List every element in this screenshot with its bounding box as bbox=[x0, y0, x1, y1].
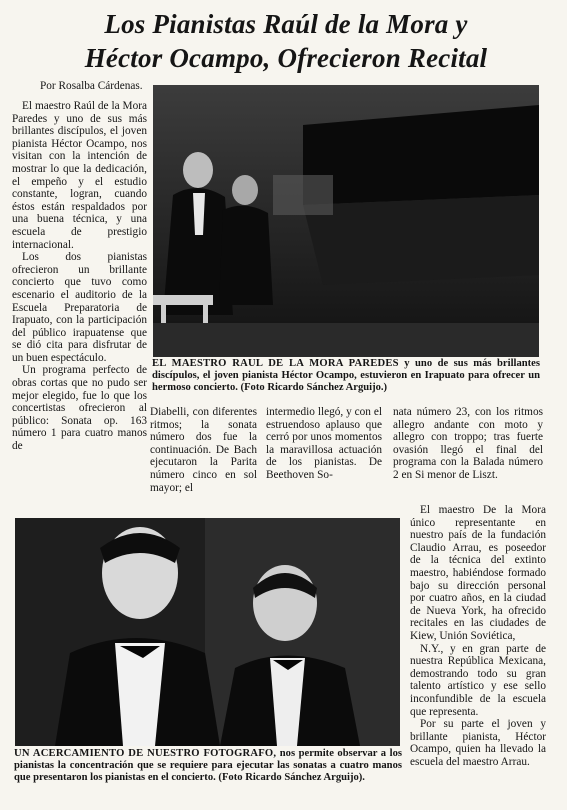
paragraph: Los dos pianistas ofrecieron un brillante concierto que tuvo como escenario el auditorio de la Escuela Preparatoria de Irapuato, con la participación del público irapuatense que se dió cita para disfrutar de un buen espectáculo. bbox=[12, 251, 147, 364]
photo-pianists-closeup bbox=[15, 518, 400, 746]
photo-pianists-at-piano-image bbox=[153, 85, 539, 357]
headline-line-2: Héctor Ocampo, Ofrecieron Recital bbox=[84, 43, 488, 73]
paragraph: El maestro De la Mora único representante en nuestro país de la fundación Claudio Arrau, es poseedor de la técnica del extinto maestro, habiéndose formado bajo su dirección personal por cuatro años, en la ciudad de Nueva York, ha ofrecido recitales en las ciudades de Kiew, Unión Soviética, bbox=[410, 504, 546, 642]
paragraph: Un programa perfecto de obras cortas que no pudo ser mejor elegido, fue lo que los concertistas ofrecieron al público: Sonata op. 163 número 1 para cuatro manos de bbox=[12, 364, 147, 453]
caption-text: nos permite observar a los pianistas la concentración que se requiere para ejecutar las sonatas a cuatro manos que presentaron los pianistas en el concierto. (Foto Ricardo Sánchez Arguijo). bbox=[14, 748, 402, 783]
caption-lead: UN ACERCAMIENTO DE NUESTRO FOTOGRAFO, bbox=[14, 748, 277, 759]
caption-text: y uno de sus más brillantes discípulos, el joven pianista Héctor Ocampo, estuvieron en Irapuato para ofrecer un hermoso concierto. (Foto Ricardo Sánchez Arguijo.) bbox=[152, 358, 541, 393]
article-column-3: intermedio llegó, y con el estruendoso aplauso que cerró por unos momentos la maravillosa actuación de los pianistas. De Beethoven So- bbox=[266, 406, 382, 481]
paragraph: Por su parte el joven y brillante pianista, Héctor Ocampo, quien ha llevado la escuela del maestro Arrau. bbox=[410, 718, 546, 768]
headline-line-1: Los Pianistas Raúl de la Mora y bbox=[104, 9, 468, 39]
photo-caption-2 bbox=[14, 748, 402, 784]
caption-lead: EL MAESTRO RAUL DE LA MORA PAREDES bbox=[152, 358, 399, 369]
article-column-4: nata número 23, con los ritmos allegro andante con moto y allegro con troppo; tras fuerte ovasión llegó el final del programa con la Balada número 2 en Si menor de Liszt. bbox=[393, 406, 543, 481]
paragraph: El maestro Raúl de la Mora Paredes y uno de sus más brillantes discípulos, el joven pianista Héctor Ocampo, nos visitan con la intención de mostrar lo que la dedicación, el empeño y el estudio constante, logran, cuando éstos están respaldados por una buena técnica, y una escuela de prestigio internacional. bbox=[12, 100, 147, 251]
photo-caption-1 bbox=[152, 358, 540, 394]
article-column-2: Diabelli, con diferentes ritmos; la sonata número dos fue la continuación. De Bach ejecutaron la Parita número cinco en sol mayor; el bbox=[150, 406, 257, 494]
article-column-5 bbox=[410, 504, 546, 804]
paragraph: N.Y., y en gran parte de nuestra República Mexicana, demostrando todo su gran talento artístico y ese sello inconfundible de la escuela que representa. bbox=[410, 642, 546, 718]
photo-pianists-closeup-image bbox=[15, 518, 400, 746]
article-column-1 bbox=[12, 100, 147, 505]
photo-pianists-at-piano bbox=[153, 85, 539, 357]
byline: Por Rosalba Cárdenas. bbox=[40, 80, 143, 92]
